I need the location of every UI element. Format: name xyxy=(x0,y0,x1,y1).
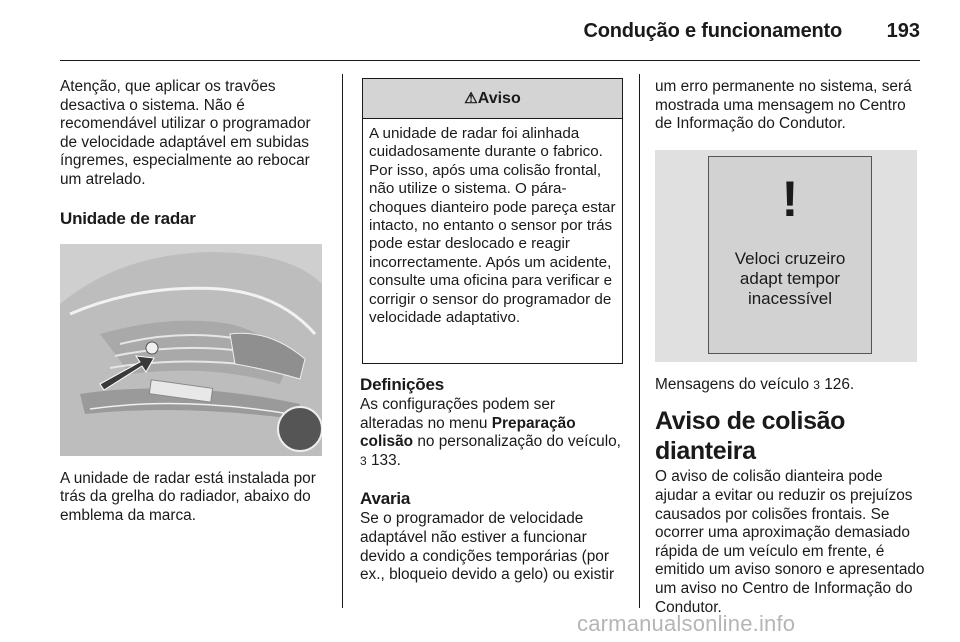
page-ref-icon: 3 xyxy=(813,377,820,392)
settings-paragraph xyxy=(360,396,622,470)
exclamation-icon: ! xyxy=(781,170,799,227)
driver-info-display-illustration xyxy=(655,150,917,362)
warning-box xyxy=(362,78,623,364)
page-ref-icon: 3 xyxy=(360,453,367,468)
radar-unit-heading: Unidade de radar xyxy=(60,208,196,228)
display-line: inacessível xyxy=(747,288,833,308)
column-divider xyxy=(639,74,640,608)
radar-caption: A unidade de radar está instalada por trás da grelha do radiador, abaixo do emblema da marca. xyxy=(60,469,316,524)
fault-heading: Avaria xyxy=(360,489,411,509)
display-message xyxy=(709,249,871,309)
header-divider xyxy=(60,60,920,61)
section-title: Condução e funcionamento xyxy=(583,20,842,42)
fault-paragraph: Se o programador de velocidade adaptável não estiver a funcionar devido a condições temporárias (por ex., bloqueio devido a gelo) ou existir xyxy=(360,510,615,584)
collision-warning-heading: Aviso de colisão dianteira xyxy=(655,407,845,466)
ref-text: Mensagens do veículo xyxy=(655,375,814,393)
page-ref: 126. xyxy=(819,375,855,393)
page-header xyxy=(0,0,960,60)
column-right xyxy=(655,78,925,617)
warning-title: Aviso xyxy=(477,90,521,107)
warning-body: A unidade de radar foi alinhada cuidadosamente durante o fabrico. Por isso, após uma colisão frontal, não utilize o sistema. O pára-choques dianteiro pode pareça estar intacto, no entanto o sensor por trás pode estar deslocado e reagir incorrectamente. Após um acidente, consulte uma oficina para verificar e corrigir o sensor do programador de velocidade adaptativo. xyxy=(369,125,616,327)
warning-triangle-icon: ⚠ xyxy=(464,90,478,107)
column-middle xyxy=(360,374,622,585)
continued-paragraph: um erro permanente no sistema, será mostrada uma mensagem no Centro de Informação do Condutor. xyxy=(655,78,912,133)
page-number: 193 xyxy=(886,20,920,42)
intro-paragraph: Atenção, que aplicar os travões desactiva o sistema. Não é recomendável utilizar o programador de velocidade adaptável em subidas íngremes, especialmente ao rebocar um atrelado. xyxy=(60,78,311,188)
settings-text-after: no personalização do veículo, xyxy=(413,433,621,451)
display-line: adapt tempor xyxy=(739,268,841,288)
page-ref: 133. xyxy=(366,451,401,469)
vehicle-messages-ref xyxy=(655,376,925,395)
watermark-text: carmanualsonline.info xyxy=(577,611,796,636)
display-screen xyxy=(708,156,872,354)
column-divider xyxy=(342,74,343,608)
collision-warning-paragraph: O aviso de colisão dianteira pode ajudar a evitar ou reduzir os prejuízos causados por colisões frontais. Se ocorrer uma aproximação demasiado rápida de um veículo em frente, é emitido um aviso sonoro e apresentado um aviso no Centro de Informação do Condutor. xyxy=(655,468,925,616)
display-line: Veloci cruzeiro xyxy=(734,248,846,268)
menu-name: Preparação colisão xyxy=(360,414,576,451)
warning-header xyxy=(363,79,622,119)
settings-heading: Definições xyxy=(360,375,444,394)
radar-unit-illustration xyxy=(60,244,322,456)
settings-text: As configurações podem ser alteradas no menu xyxy=(360,396,556,432)
column-left xyxy=(60,78,326,525)
car-front-image xyxy=(60,244,322,456)
